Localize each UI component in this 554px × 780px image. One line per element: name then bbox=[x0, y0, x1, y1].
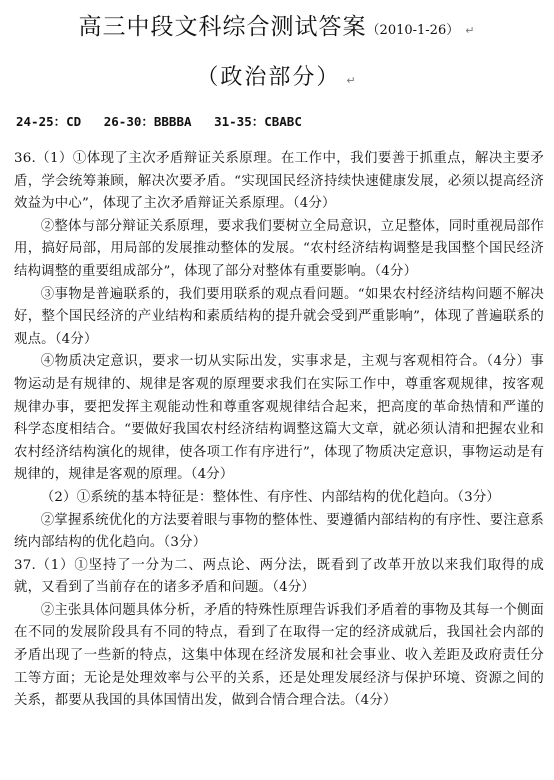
answer-paragraph: ④物质决定意识，要求一切从实际出发，实事求是，主观与客观相符合。（4分）事物运动是有规律的、规律是客观的原理要求我们在实际工作中，尊重客观规律，按客观规律办事，要把发挥主观能动性和尊重客观规律结合起来，把高度的革命热情和严谨的科学态度相结合。“要做好我国农村经济结构调整这篇大文章，就必须认清和把握农业和农村经济结构演化的规律，使各项工作有序进行”，体现了物质决定意识，事物运动是有规律的，规律是客观的原理。（4分） bbox=[14, 354, 544, 483]
answer-paragraph: 36.（1）①体现了主次矛盾辩证关系原理。在工作中，我们要善于抓重点，解决主要矛盾，学会统筹兼顾，解决次要矛盾。“实现国民经济持续快速健康发展，必须以提高经济效益为中心”，体现了主次矛盾辩证关系原理。（4分） bbox=[14, 151, 544, 212]
page-title bbox=[0, 8, 554, 41]
subtitle-text: （政治部分） bbox=[196, 65, 341, 90]
answer-paragraph: ②整体与部分辩证关系原理，要求我们要树立全局意识，立足整体，同时重视局部作用，搞好局部，用局部的发展推动整体的发展。“农村经济结构调整是我国整个国民经济结构调整的重要组成部分”，体现了部分对整体有重要影响。（4分） bbox=[14, 218, 544, 279]
answer-body bbox=[14, 148, 544, 713]
choice-answers-line: 24-25：CD 26-30：BBBBA 31-35：CBABC bbox=[16, 114, 302, 129]
paragraph-mark-icon: ↵ bbox=[346, 74, 358, 87]
page-subtitle bbox=[0, 60, 554, 91]
answer-paragraph: ③事物是普遍联系的，我们要用联系的观点看问题。“如果农村经济结构问题不解决好，整个国民经济的产业结构和素质结构的提升就会受到严重影响”，体现了普遍联系的观点。（4分） bbox=[14, 286, 544, 347]
answer-paragraph: ②掌握系统优化的方法要着眼与事物的整体性、要遵循内部结构的有序性、要注意系统内部结构的优化趋向。（3分） bbox=[14, 512, 544, 551]
title-date: （2010-1-26） bbox=[366, 23, 460, 38]
answer-paragraph: ②主张具体问题具体分析，矛盾的特殊性原理告诉我们矛盾着的事物及其每一个侧面在不同的发展阶段具有不同的特点，看到了在取得一定的经济成就后，我国社会内部的矛盾出现了一些新的特点，这集中体现在经济发展和社会事业、收入差距及政府责任分工等方面；无论是处理效率与公平的关系，还是处理发展经济与保护环境、资源之间的关系，都要从我国的具体国情出发，做到合情合理合法。（4分） bbox=[14, 602, 544, 709]
title-text: 高三中段文科综合测试答案 bbox=[78, 14, 367, 40]
answer-paragraph: （2）①系统的基本特征是：整体性、有序性、内部结构的优化趋向。（3分） bbox=[40, 489, 501, 505]
answer-paragraph: 37.（1）①坚持了一分为二、两点论、两分法，既看到了改革开放以来我们取得的成就，又看到了当前存在的诸多矛盾和问题。（4分） bbox=[14, 557, 544, 596]
paragraph-mark-icon: ↵ bbox=[465, 24, 476, 37]
